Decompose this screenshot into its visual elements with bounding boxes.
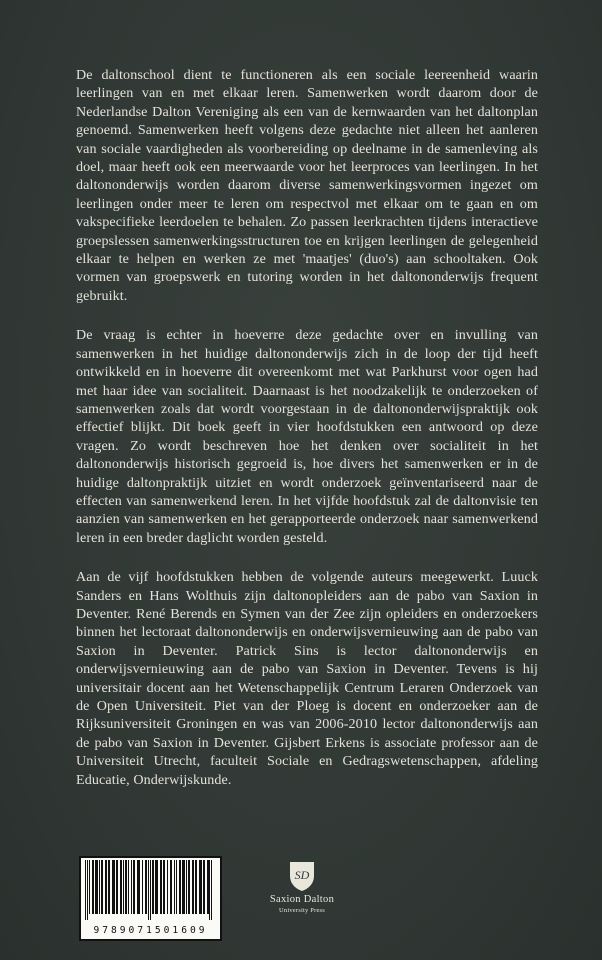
blurb-paragraph-2: De vraag is echter in hoeverre deze gedachte over en invulling van samenwerken in het huidige daltononderwijs zich in de loop der tijd heeft ontwikkeld en in hoeverre dit overeenkomt met wat Parkhurst voor ogen had met haar idee van socialiteit. Daarnaast is het noodzakelijk te onderzoeken of samenwerken zoals dat wordt voorgestaan in de daltononderwijspraktijk ook effectief blijkt. Dit boek geeft in vier hoofdstukken een antwoord op deze vragen. Zo wordt beschreven hoe het denken over socialiteit in het daltononderwijs historisch gegroeid is, hoe divers het samenwerken er in de huidige daltonpraktijk uitziet en wordt onderzoek geïnventariseerd naar de effecten van samenwerkend leren. In het vijfde hoofdstuk zal de daltonvisie ten aanzien van samenwerken en het gerapporteerde onderzoek naar samenwerkend leren in een breder daglicht worden gesteld. (76, 327, 538, 546)
logo-letters: SD (294, 868, 310, 882)
publisher-subtitle: University Press (279, 907, 325, 914)
publisher-name: Saxion Dalton (269, 894, 335, 905)
publisher-shield-logo (288, 860, 316, 892)
publisher-imprint (262, 860, 342, 915)
isbn-barcode (79, 856, 222, 941)
blurb-paragraph-1: De daltonschool dient te functioneren als een sociale leereenheid waarin leerlingen van en met elkaar leren. Samenwerken wordt daarom door de Nederlandse Dalton Vereniging als een van de kernwaarden van het daltonplan genoemd. Samenwerken heeft volgens deze gedachte niet alleen het aanleren van sociale vaardigheden als voorbereiding op deelname in de samenleving als doel, maar heeft ook een meerwaarde voor het leerproces van leerlingen. In het daltononderwijs worden daarom diverse samenwerkingsvormen ingezet om leerlingen onder meer te leren om respectvol met elkaar om te gaan en om vakspecifieke leerdoelen te behalen. Zo passen leerkrachten tijdens interactieve groepslessen samenwerkingsstructuren toe en krijgen leerlingen de gelegenheid elkaar te helpen en werken ze met 'maatjes' (duo's) aan schooltaken. Ook vormen van groepswerk en tutoring worden in het daltononderwijs frequent gebruikt. (76, 67, 538, 304)
blurb-paragraph-3: Aan de vijf hoofdstukken hebben de volgende auteurs meegewerkt. Luuck Sanders en Hans Wolthuis zijn daltonopleiders aan de pabo van Saxion in Deventer. René Berends en Symen van der Zee zijn opleiders en onderzoekers binnen het lectoraat daltononderwijs en onderwijsvernieuwing aan de pabo van Saxion in Deventer. Patrick Sins is lector daltononderwijs en onderwijsvernieuwing aan de pabo van Saxion in Deventer. Tevens is hij universitair docent aan het Wetenschappelijk Centrum Leraren Onderzoek van de Open Universiteit. Piet van der Ploeg is docent en onderzoeker aan de Rijksuniversiteit Groningen en was van 2006-2010 lector daltononderwijs aan de pabo van Saxion in Deventer. Gijsbert Erkens is associate professor aan de Universiteit Utrecht, faculteit Sociale en Gedragswetenschappen, afdeling Educatie, Onderwijskunde. (76, 569, 538, 788)
barcode-bars (81, 858, 216, 920)
blurb-text (76, 66, 538, 810)
isbn-number: 9789071501609 (93, 925, 208, 936)
